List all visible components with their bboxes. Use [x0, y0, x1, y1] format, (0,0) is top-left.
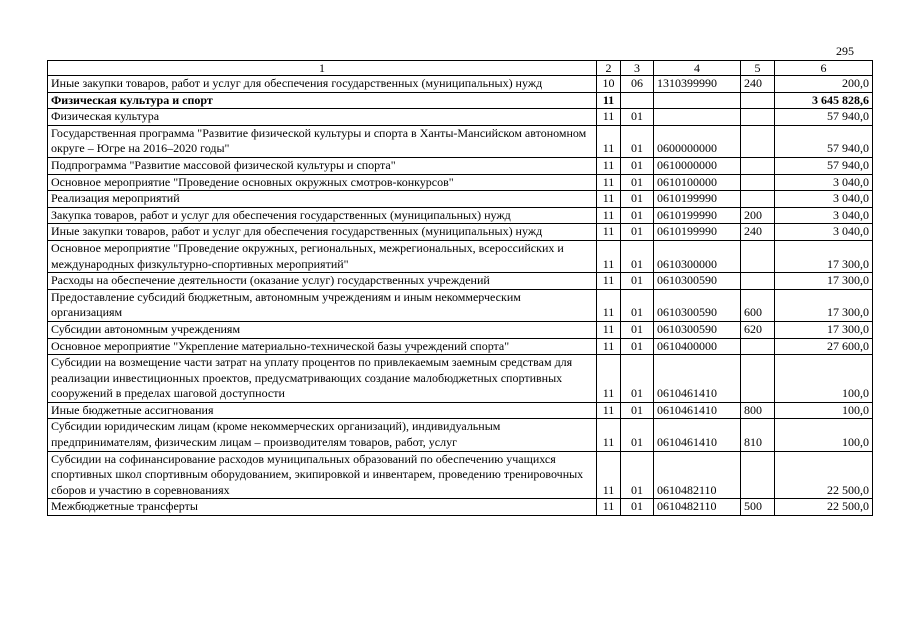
header-cell-1: 1: [48, 61, 597, 76]
expense-type-cell: [741, 273, 775, 290]
expense-type-cell: 600: [741, 289, 775, 321]
expense-name-cell: Реализация мероприятий: [48, 191, 597, 208]
section-code-cell: 11: [597, 419, 621, 451]
table-row: [48, 355, 873, 403]
table-row: [48, 419, 873, 451]
target-article-cell: 0600000000: [654, 125, 741, 157]
amount-cell: 100,0: [775, 419, 873, 451]
expense-type-cell: [741, 240, 775, 272]
target-article-cell: 0610461410: [654, 355, 741, 403]
amount-cell: 200,0: [775, 76, 873, 93]
table-row: [48, 224, 873, 241]
target-article-cell: 0610100000: [654, 174, 741, 191]
expense-type-cell: 240: [741, 76, 775, 93]
table-row: [48, 157, 873, 174]
expense-type-cell: [741, 174, 775, 191]
table-row: [48, 109, 873, 126]
table-row: [48, 76, 873, 93]
amount-cell: 3 645 828,6: [775, 92, 873, 109]
target-article-cell: 0610199990: [654, 207, 741, 224]
amount-cell: 3 040,0: [775, 224, 873, 241]
expense-name-cell: Иные бюджетные ассигнования: [48, 402, 597, 419]
expense-type-cell: [741, 191, 775, 208]
expense-name-cell: Основное мероприятие "Укрепление материально-технической базы учреждений спорта": [48, 338, 597, 355]
amount-cell: 57 940,0: [775, 157, 873, 174]
section-code-cell: 11: [597, 92, 621, 109]
subsection-code-cell: 01: [621, 191, 654, 208]
expense-name-cell: Закупка товаров, работ и услуг для обеспечения государственных (муниципальных) нужд: [48, 207, 597, 224]
target-article-cell: [654, 92, 741, 109]
subsection-code-cell: 01: [621, 451, 654, 499]
subsection-code-cell: 01: [621, 355, 654, 403]
section-code-cell: 11: [597, 207, 621, 224]
section-code-cell: 11: [597, 273, 621, 290]
section-code-cell: 11: [597, 240, 621, 272]
subsection-code-cell: 01: [621, 125, 654, 157]
expense-type-cell: [741, 109, 775, 126]
expense-type-cell: 800: [741, 402, 775, 419]
target-article-cell: 0610300590: [654, 321, 741, 338]
expense-name-cell: Физическая культура: [48, 109, 597, 126]
amount-cell: 22 500,0: [775, 499, 873, 516]
target-article-cell: 0610000000: [654, 157, 741, 174]
expense-name-cell: Субсидии автономным учреждениям: [48, 321, 597, 338]
table-row: [48, 125, 873, 157]
subsection-code-cell: 01: [621, 289, 654, 321]
section-code-cell: 10: [597, 76, 621, 93]
expense-type-cell: 240: [741, 224, 775, 241]
expense-name-cell: Субсидии юридическим лицам (кроме некоммерческих организаций), индивидуальным предпринимателям, физическим лицам – производителям товаров, работ, услуг: [48, 419, 597, 451]
subsection-code-cell: 01: [621, 273, 654, 290]
expense-name-cell: Субсидии на софинансирование расходов муниципальных образований по обеспечению учащихся спортивных школ спортивным оборудованием, экипировкой и инвентарем, проведению тренировочных сборов и участию в соревнованиях: [48, 451, 597, 499]
amount-cell: 3 040,0: [775, 191, 873, 208]
amount-cell: 17 300,0: [775, 273, 873, 290]
amount-cell: 3 040,0: [775, 207, 873, 224]
table-row: [48, 273, 873, 290]
section-code-cell: 11: [597, 157, 621, 174]
target-article-cell: 0610482110: [654, 451, 741, 499]
target-article-cell: 0610461410: [654, 402, 741, 419]
expense-name-cell: Подпрограмма "Развитие массовой физической культуры и спорта": [48, 157, 597, 174]
subsection-code-cell: 06: [621, 76, 654, 93]
subsection-code-cell: 01: [621, 174, 654, 191]
table-row: [48, 451, 873, 499]
table-row: [48, 174, 873, 191]
table-row: [48, 289, 873, 321]
section-code-cell: 11: [597, 125, 621, 157]
expense-type-cell: [741, 355, 775, 403]
table-row: [48, 499, 873, 516]
subsection-code-cell: 01: [621, 338, 654, 355]
section-code-cell: 11: [597, 191, 621, 208]
expense-name-cell: Основное мероприятие "Проведение окружных, региональных, межрегиональных, всероссийских и международных физкультурно-спортивных мероприятий": [48, 240, 597, 272]
table-row: [48, 207, 873, 224]
table-row: [48, 402, 873, 419]
target-article-cell: 0610199990: [654, 191, 741, 208]
amount-cell: 17 300,0: [775, 240, 873, 272]
header-cell-3: 3: [621, 61, 654, 76]
header-cell-5: 5: [741, 61, 775, 76]
table-row: [48, 191, 873, 208]
target-article-cell: 0610300590: [654, 289, 741, 321]
subsection-code-cell: 01: [621, 402, 654, 419]
expense-type-cell: 620: [741, 321, 775, 338]
header-cell-6: 6: [775, 61, 873, 76]
amount-cell: 57 940,0: [775, 109, 873, 126]
expense-type-cell: [741, 92, 775, 109]
page-number: 295: [836, 44, 854, 58]
amount-cell: 17 300,0: [775, 321, 873, 338]
section-code-cell: 11: [597, 224, 621, 241]
expense-name-cell: Межбюджетные трансферты: [48, 499, 597, 516]
subsection-code-cell: 01: [621, 419, 654, 451]
target-article-cell: 1310399990: [654, 76, 741, 93]
expense-type-cell: [741, 125, 775, 157]
amount-cell: 57 940,0: [775, 125, 873, 157]
expense-name-cell: Основное мероприятие "Проведение основных окружных смотров-конкурсов": [48, 174, 597, 191]
expense-type-cell: 200: [741, 207, 775, 224]
table-row: [48, 338, 873, 355]
subsection-code-cell: 01: [621, 499, 654, 516]
section-code-cell: 11: [597, 355, 621, 403]
amount-cell: 3 040,0: [775, 174, 873, 191]
section-code-cell: 11: [597, 451, 621, 499]
expense-type-cell: 810: [741, 419, 775, 451]
subsection-code-cell: 01: [621, 207, 654, 224]
expense-name-cell: Физическая культура и спорт: [48, 92, 597, 109]
expense-type-cell: [741, 451, 775, 499]
table-row: [48, 92, 873, 109]
subsection-code-cell: 01: [621, 157, 654, 174]
target-article-cell: 0610400000: [654, 338, 741, 355]
amount-cell: 100,0: [775, 402, 873, 419]
section-code-cell: 11: [597, 109, 621, 126]
expense-type-cell: 500: [741, 499, 775, 516]
table-row: [48, 240, 873, 272]
expense-name-cell: Субсидии на возмещение части затрат на уплату процентов по привлекаемым заемным средствам для реализации инвестиционных проектов, предусматривающих создание малобюджетных спортивных сооружений в пределах шаговой доступности: [48, 355, 597, 403]
amount-cell: 100,0: [775, 355, 873, 403]
subsection-code-cell: 01: [621, 321, 654, 338]
amount-cell: 22 500,0: [775, 451, 873, 499]
subsection-code-cell: 01: [621, 240, 654, 272]
header-cell-4: 4: [654, 61, 741, 76]
expense-type-cell: [741, 338, 775, 355]
target-article-cell: 0610300000: [654, 240, 741, 272]
amount-cell: 17 300,0: [775, 289, 873, 321]
amount-cell: 27 600,0: [775, 338, 873, 355]
section-code-cell: 11: [597, 289, 621, 321]
target-article-cell: [654, 109, 741, 126]
expense-name-cell: Государственная программа "Развитие физической культуры и спорта в Ханты-Мансийском автономном округе – Югре на 2016–2020 годы": [48, 125, 597, 157]
expense-name-cell: Предоставление субсидий бюджетным, автономным учреждениям и иным некоммерческим организациям: [48, 289, 597, 321]
subsection-code-cell: 01: [621, 224, 654, 241]
target-article-cell: 0610461410: [654, 419, 741, 451]
budget-table: [47, 60, 873, 516]
target-article-cell: 0610199990: [654, 224, 741, 241]
section-code-cell: 11: [597, 499, 621, 516]
expense-name-cell: Иные закупки товаров, работ и услуг для обеспечения государственных (муниципальных) нужд: [48, 76, 597, 93]
subsection-code-cell: [621, 92, 654, 109]
header-cell-2: 2: [597, 61, 621, 76]
expense-type-cell: [741, 157, 775, 174]
target-article-cell: 0610300590: [654, 273, 741, 290]
target-article-cell: 0610482110: [654, 499, 741, 516]
subsection-code-cell: 01: [621, 109, 654, 126]
expense-name-cell: Расходы на обеспечение деятельности (оказание услуг) государственных учреждений: [48, 273, 597, 290]
section-code-cell: 11: [597, 402, 621, 419]
table-row: [48, 321, 873, 338]
section-code-cell: 11: [597, 321, 621, 338]
header-row: [48, 61, 873, 76]
section-code-cell: 11: [597, 174, 621, 191]
section-code-cell: 11: [597, 338, 621, 355]
expense-name-cell: Иные закупки товаров, работ и услуг для обеспечения государственных (муниципальных) нужд: [48, 224, 597, 241]
